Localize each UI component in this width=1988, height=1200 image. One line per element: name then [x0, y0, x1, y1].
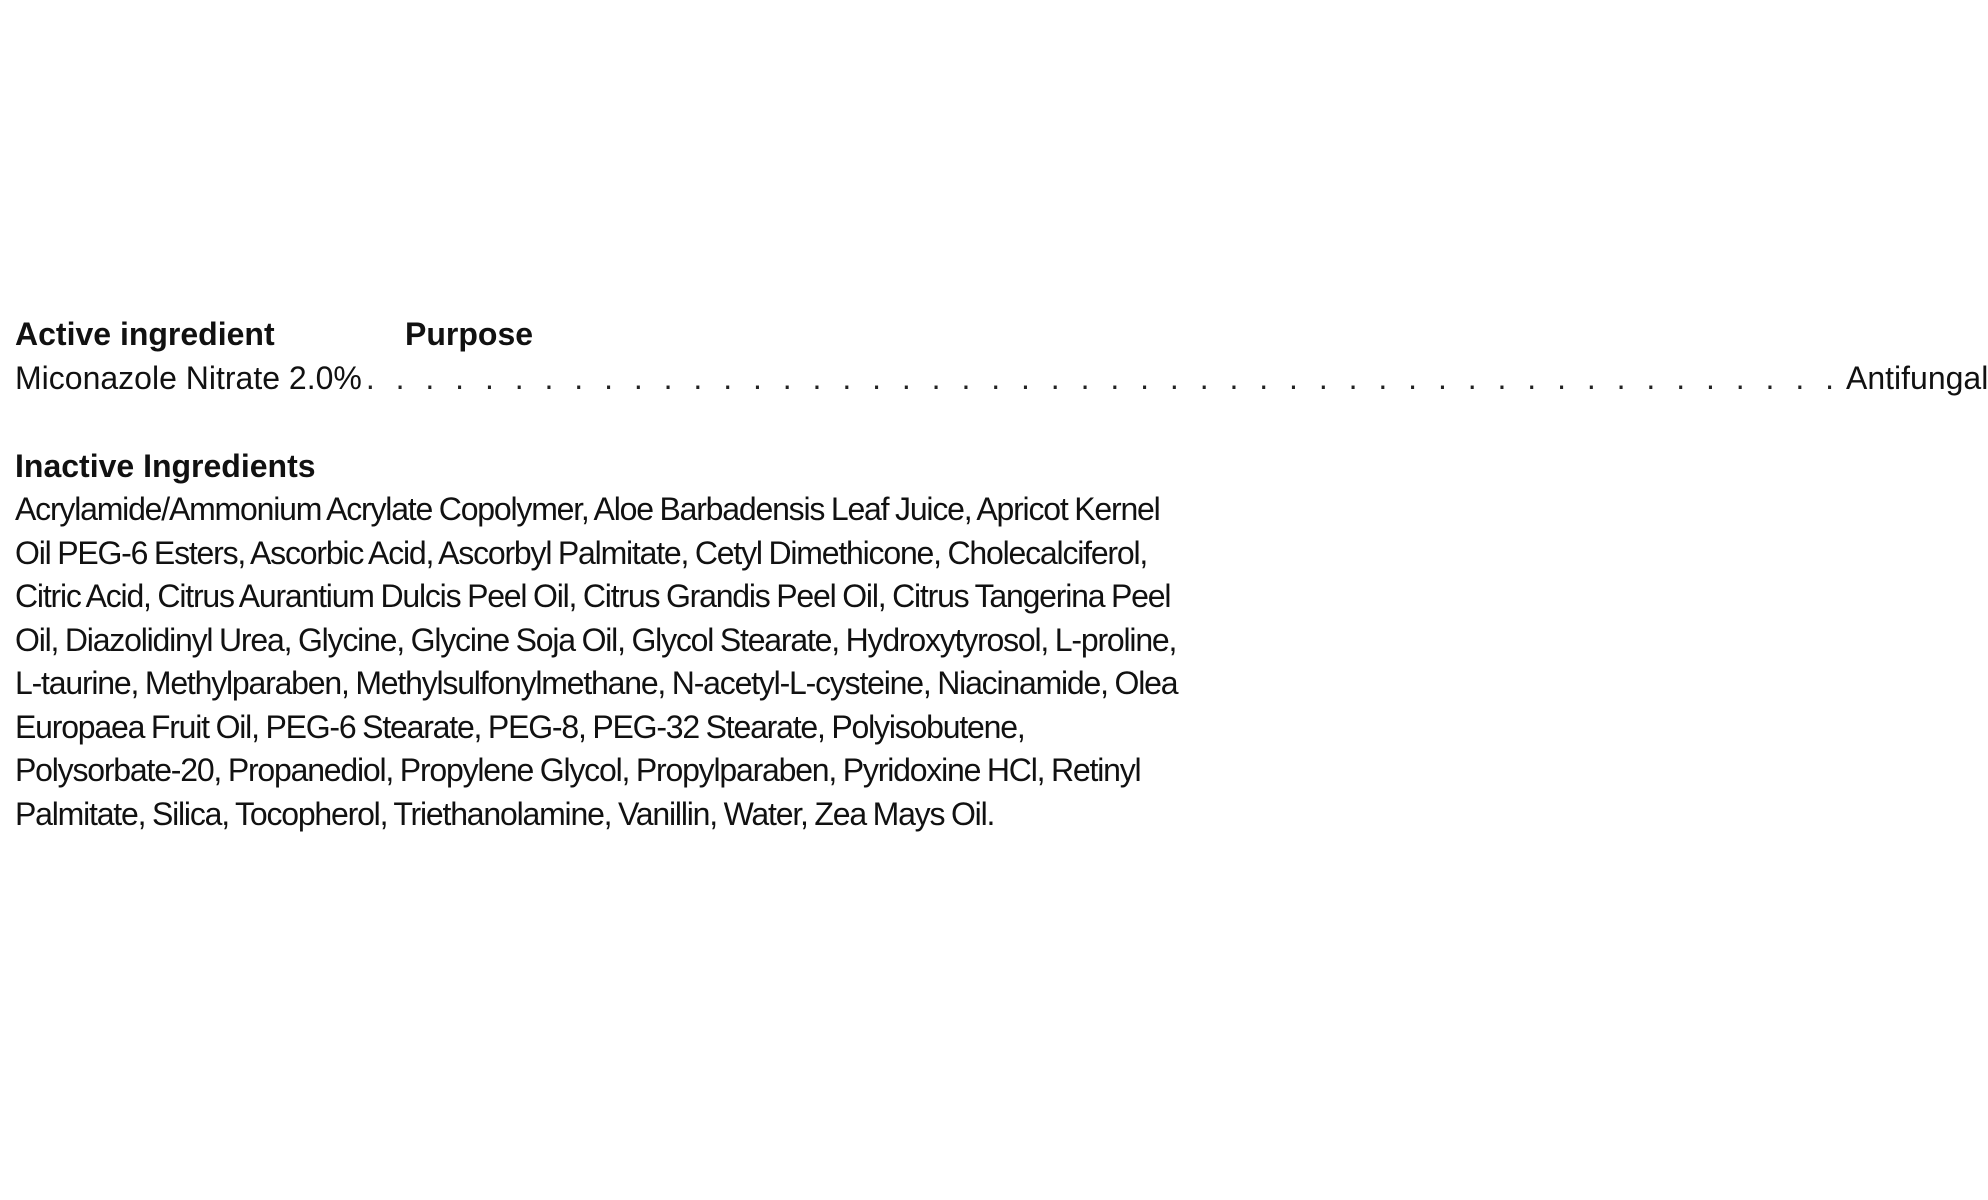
active-ingredient-name: Miconazole Nitrate 2.0%: [15, 360, 362, 396]
inactive-ingredients-heading: Inactive Ingredients: [15, 448, 316, 484]
active-ingredient-heading: Active ingredient: [15, 316, 275, 352]
inactive-ingredients-list: Acrylamide/Ammonium Acrylate Copolymer, Aloe Barbadensis Leaf Juice, Apricot Kernel Oil PEG-6 Esters, Ascorbic Acid, Ascorbyl Palmitate, Cetyl Dimethicone, Cholecalciferol, Citric Acid, Citrus Aurantium Dulcis Peel Oil, Citrus Grandis Peel Oil, Citrus Tangerina Peel Oil, Diazolidinyl Urea, Glycine, Glycine Soja Oil, Glycol Stearate, Hydroxytyrosol, L-proline, L-taurine, Methylparaben, Methylsulfonylmethane, N-acetyl-L-cysteine, Niacinamide, Olea Europaea Fruit Oil, PEG-6 Stearate, PEG-8, PEG-32 Stearate, Polyisobutene, Polysorbate-20, Propanediol, Propylene Glycol, Propylparaben, Pyridoxine HCl, Retinyl Palmitate, Silica, Tocopherol, Triethanolamine, Vanillin, Water, Zea Mays Oil.: [15, 491, 1178, 832]
active-ingredient-row: [15, 356, 1988, 400]
drug-facts-label: [15, 312, 1988, 836]
dotted-leader: . . . . . . . . . . . . . . . . . . . . . . . . . . . . . . . . . . . . . . . . . . . . . . . . . .: [365, 360, 1840, 396]
active-ingredient-header-row: [15, 312, 1190, 356]
purpose-heading: Purpose: [405, 316, 534, 352]
active-ingredient-purpose: Antifungal: [1846, 360, 1988, 396]
